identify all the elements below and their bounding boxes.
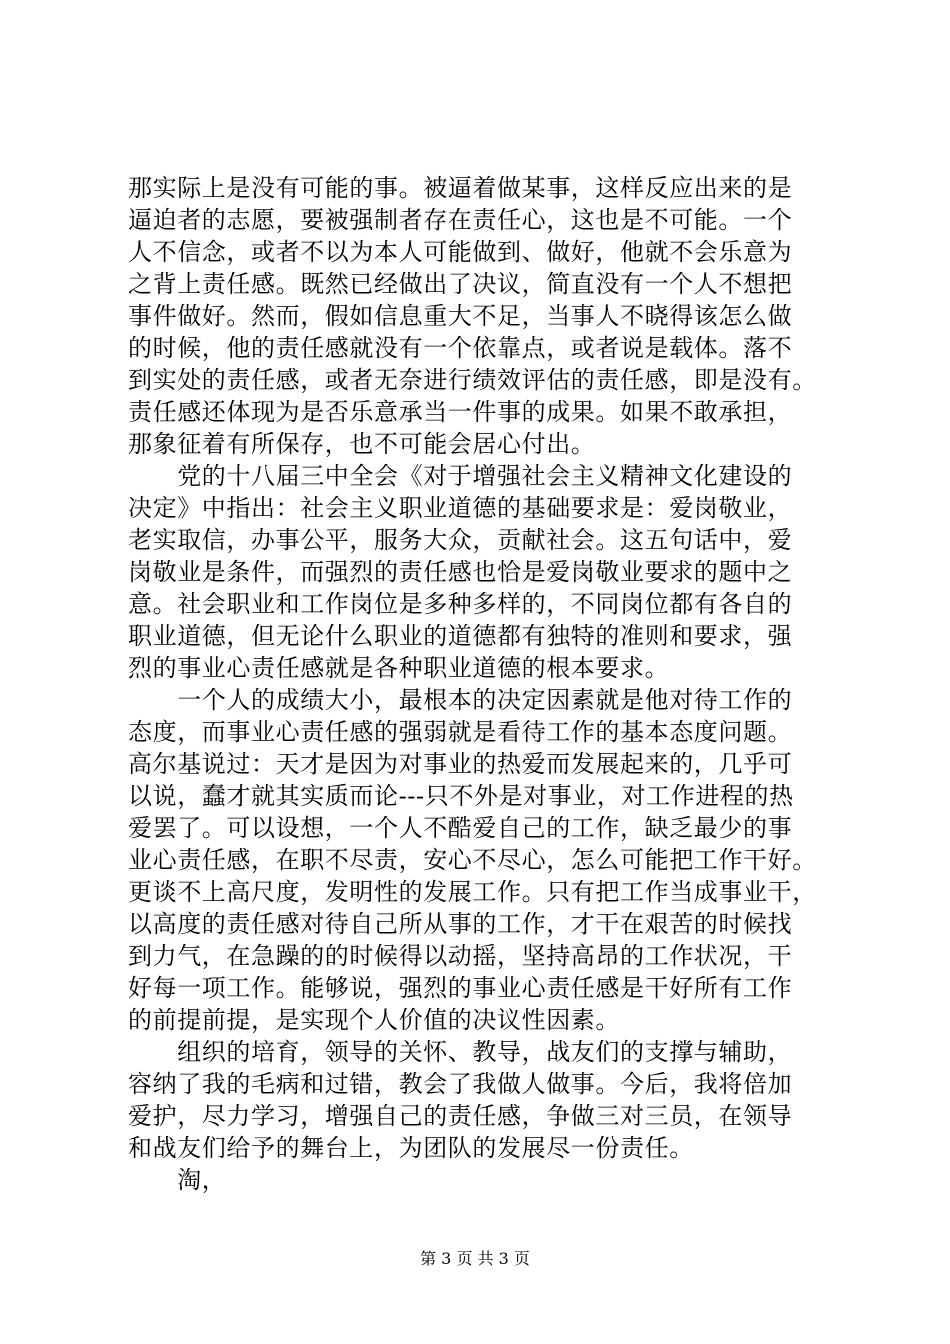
text-line: 烈的事业心责任感就是各种职业道德的根本要求。 (128, 654, 670, 682)
text-line: 岗敬业是条件，而强烈的责任感也恰是爱岗敬业要求的题中之 (128, 558, 793, 586)
text-line: 之背上责任感。既然已经做出了决议，简直没有一个人不想把 (128, 270, 793, 298)
text-line: 职业道德，但无论什么职业的道德都有独特的准则和要求，强 (128, 622, 793, 650)
text-line: 爱护，尽力学习，增强自己的责任感，争做三对三员，在领导 (128, 1102, 793, 1130)
text-line: 业心责任感，在职不尽责，安心不尽心，怎么可能把工作干好。 (128, 846, 817, 874)
text-line: 那实际上是没有可能的事。被逼着做某事，这样反应出来的是 (128, 174, 793, 202)
text-line: 好每一项工作。能够说，强烈的事业心责任感是干好所有工作 (128, 974, 793, 1002)
page-number-label: 第 3 页 共 3 页 (420, 1249, 530, 1268)
text-line: 党的十八届三中全会《对于增强社会主义精神文化建设的 (128, 462, 793, 490)
text-line: 组织的培育，领导的关怀、教导，战友们的支撑与辅助， (128, 1038, 793, 1066)
page-footer (0, 1246, 950, 1269)
text-line: 事件做好。然而，假如信息重大不足，当事人不晓得该怎么做 (128, 302, 793, 330)
text-line: 态度，而事业心责任感的强弱就是看待工作的基本态度问题。 (128, 718, 793, 746)
text-line: 以高度的责任感对待自己所从事的工作，才干在艰苦的时候找 (128, 910, 793, 938)
text-line: 责任感还体现为是否乐意承当一件事的成果。如果不敢承担， (128, 398, 793, 426)
text-line: 和战友们给予的舞台上，为团队的发展尽一份责任。 (128, 1134, 694, 1162)
text-line: 的时候，他的责任感就没有一个依靠点，或者说是载体。落不 (128, 334, 793, 362)
text-line: 容纳了我的毛病和过错，教会了我做人做事。今后，我将倍加 (128, 1070, 793, 1098)
text-line: 一个人的成绩大小，最根本的决定因素就是他对待工作的 (128, 686, 793, 714)
text-line: 更谈不上高尺度，发明性的发展工作。只有把工作当成事业干， (128, 878, 817, 906)
text-line: 到力气，在急躁的的时候得以动摇，坚持高昂的工作状况，干 (128, 942, 793, 970)
text-line: 逼迫者的志愿，要被强制者存在责任心，这也是不可能。一个 (128, 206, 793, 234)
text-line: 老实取信，办事公平，服务大众，贡献社会。这五句话中，爱 (128, 526, 793, 554)
text-line: 到实处的责任感，或者无奈进行绩效评估的责任感，即是没有。 (128, 366, 817, 394)
text-line: 以说，蠢才就其实质而论---只不外是对事业，对工作进程的热 (128, 782, 794, 810)
text-line: 高尔基说过：天才是因为对事业的热爱而发展起来的，几乎可 (128, 750, 793, 778)
text-line: 的前提前提，是实现个人价值的决议性因素。 (128, 1006, 620, 1034)
text-line: 意。社会职业和工作岗位是多种多样的，不同岗位都有各自的 (128, 590, 793, 618)
text-line: 决定》中指出：社会主义职业道德的基础要求是：爱岗敬业， (128, 494, 793, 522)
text-line: 爱罢了。可以设想，一个人不酷爱自己的工作，缺乏最少的事 (128, 814, 793, 842)
text-line: 淘， (128, 1166, 227, 1194)
body-text (128, 172, 838, 1196)
text-line: 那象征着有所保存，也不可能会居心付出。 (128, 430, 596, 458)
text-line: 人不信念，或者不以为本人可能做到、做好，他就不会乐意为 (128, 238, 793, 266)
